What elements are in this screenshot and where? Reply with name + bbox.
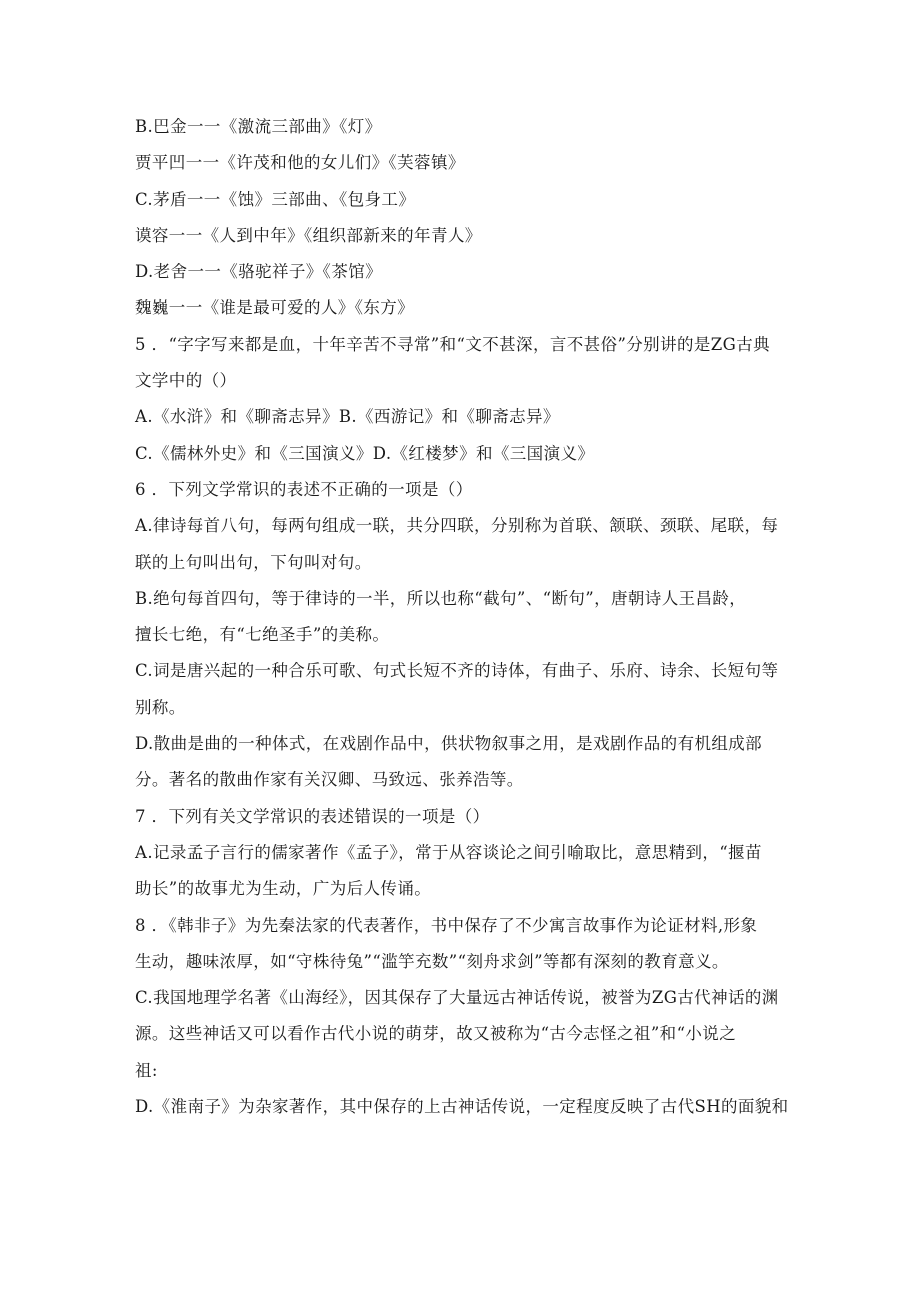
question-6-line: 6 ．下列文学常识的表述不正确的一项是（） [135, 479, 473, 499]
text-line: 谟容一一《人到中年》《组织部新来的年青人》 [135, 225, 482, 245]
text-line: 魏巍一一《谁是最可爱的人》《东方》 [135, 298, 415, 318]
text-line: D.老舍一一《骆驼祥子》《茶馆》 [135, 262, 383, 282]
document-body [135, 113, 795, 1129]
text-line: 分。著名的散曲作家有关汉卿、马致远、张养浩等。 [135, 770, 524, 790]
text-line: 别称。 [135, 697, 186, 717]
text-line: 联的上句叫出句，下句叫对句。 [135, 552, 372, 572]
text-line: D.《淮南子》为杂家著作，其中保存的上古神话传说，一定程度反映了古代SH的面貌和 [135, 1097, 789, 1117]
question-8-line: 8 ．《韩非子》为先秦法家的代表著作，书中保存了不少寓言故事作为论证材料,形象 [135, 915, 758, 935]
text-line: C.我国地理学名著《山海经》，因其保存了大量远古神话传说，被誉为ZG古代神话的渊 [135, 988, 779, 1008]
text-line: D.散曲是曲的一种体式，在戏剧作品中，供状物叙事之用，是戏剧作品的有机组成部 [135, 734, 763, 754]
question-7-line: 7 ．下列有关文学常识的表述错误的一项是（） [135, 806, 490, 826]
text-line: C.《儒林外史》和《三国演义》D.《红楼梦》和《三国演义》 [135, 443, 595, 463]
question-5-line: 5 ．“字字写来都是血，十年辛苦不寻常”和“文不甚深，言不甚俗”分别讲的是ZG古典 [135, 334, 771, 354]
text-line: B.巴金一一《激流三部曲》《灯》 [135, 117, 382, 136]
text-line: C.词是唐兴起的一种合乐可歌、句式长短不齐的诗体，有曲子、乐府、诗余、长短句等 [135, 661, 779, 681]
text-line: C.茅盾一一《蚀》三部曲、《包身工》 [135, 189, 416, 209]
text-line: 擅长七绝，有“七绝圣手”的美称。 [135, 625, 390, 645]
text-line: 祖: [135, 1060, 158, 1080]
text-line: A.《水浒》和《聊斋志异》B.《西游记》和《聊斋志异》 [135, 407, 560, 427]
text-line: 生动，趣味浓厚，如“守株待兔”“滥竽充数”“刻舟求剑”等都有深刻的教育意义。 [135, 951, 729, 971]
text-line: 贾平凹一一《许茂和他的女儿们》《芙蓉镇》 [135, 153, 465, 173]
text-line: 源。这些神话又可以看作古代小说的萌芽，故又被称为“古今志怪之祖”和“小说之 [135, 1024, 737, 1044]
text-line: B.绝句每首四句，等于律诗的一半，所以也称“截句”、“断句”，唐朝诗人王昌龄， [135, 588, 747, 608]
text-line: A.律诗每首八句，每两句组成一联，共分四联，分别称为首联、颔联、颈联、尾联，每 [135, 516, 779, 536]
text-line: 文学中的（） [135, 371, 237, 391]
text-line: A.记录孟子言行的儒家著作《孟子》，常于从容谈论之间引喻取比，意思精到，“揠苗 [135, 842, 762, 862]
text-line: 助长”的故事尤为生动，广为后人传诵。 [135, 879, 432, 899]
